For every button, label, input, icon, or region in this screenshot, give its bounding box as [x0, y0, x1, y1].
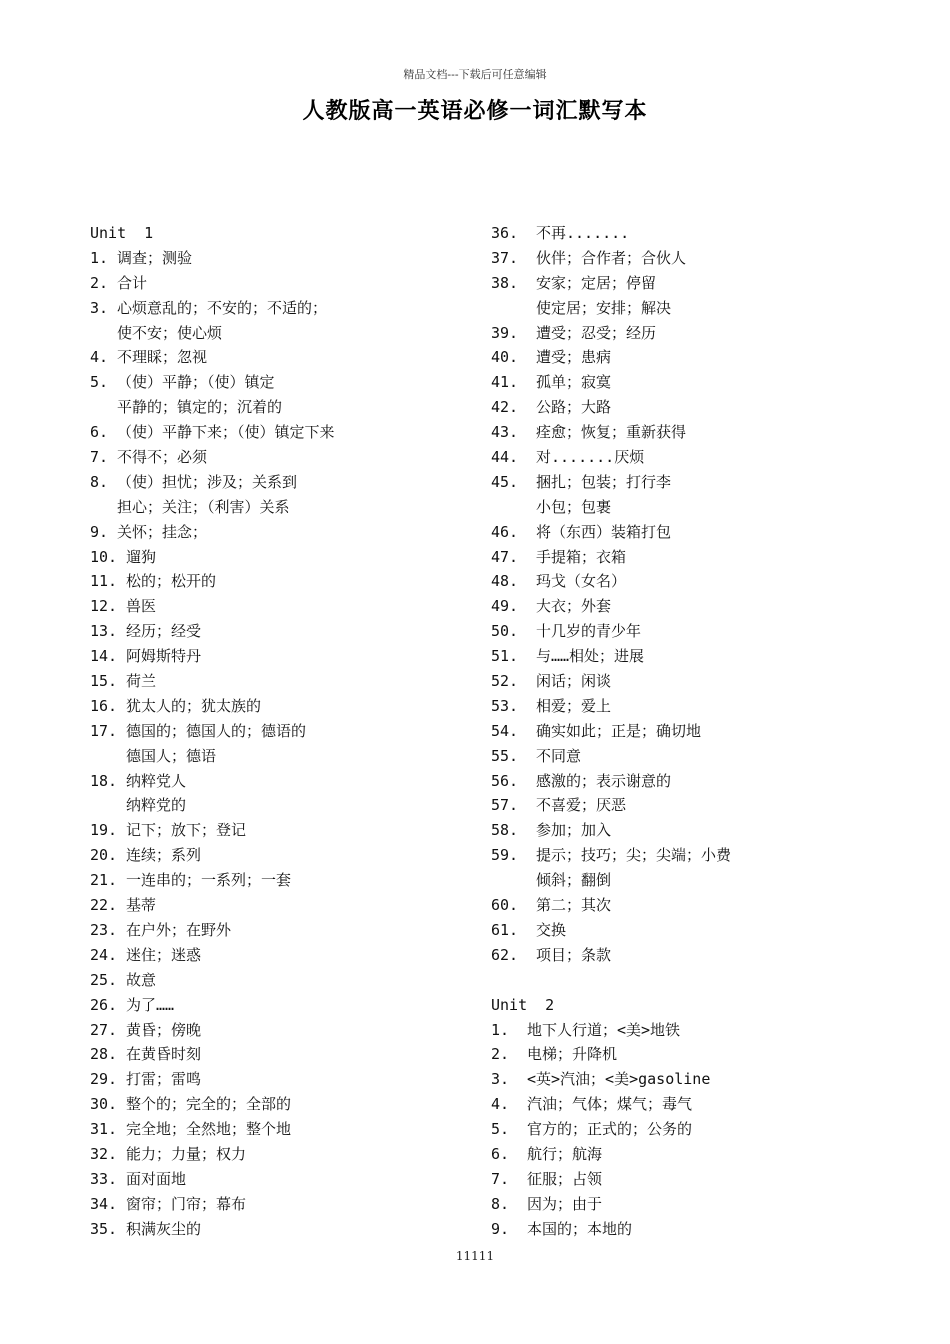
- item-number: 9.: [90, 522, 109, 541]
- vocab-item: [491, 669, 911, 694]
- vocab-item: [90, 918, 480, 943]
- item-meaning: 公路；大路: [536, 398, 612, 417]
- item-number: 11.: [90, 572, 118, 591]
- item-number: 42.: [491, 398, 519, 417]
- item-number: 1.: [90, 248, 109, 267]
- vocab-item: [90, 246, 480, 271]
- vocab-item: [491, 545, 911, 570]
- item-number: 56.: [491, 771, 519, 790]
- vocab-item: [90, 1142, 480, 1167]
- vocab-item: [491, 594, 911, 619]
- item-meaning: 使不安；使心烦: [117, 323, 223, 342]
- item-meaning: 为了……: [126, 995, 175, 1014]
- item-number: 48.: [491, 572, 519, 591]
- item-meaning: 相爱；爱上: [536, 696, 612, 715]
- item-meaning: 大衣；外套: [536, 597, 612, 616]
- item-number: 60.: [491, 896, 519, 915]
- item-number: 2.: [90, 273, 109, 292]
- item-meaning: 担心；关注；（利害）关系: [117, 497, 290, 516]
- vocab-item: [491, 296, 911, 321]
- item-number: 61.: [491, 920, 519, 939]
- vocab-item: [90, 868, 480, 893]
- item-number: 47.: [491, 547, 519, 566]
- item-meaning: （使）平静；（使）镇定: [117, 373, 275, 392]
- vocab-item: [90, 793, 480, 818]
- unit-label: Unit 1: [90, 224, 154, 242]
- item-meaning: 荷兰: [126, 672, 157, 691]
- item-meaning: （使）担忧；涉及；关系到: [117, 472, 298, 491]
- item-meaning: 在黄昏时刻: [126, 1045, 202, 1064]
- item-meaning: 合计: [117, 273, 148, 292]
- item-number: 26.: [90, 995, 118, 1014]
- item-number: 6.: [491, 1144, 510, 1163]
- vocab-item: [90, 943, 480, 968]
- item-number: 34.: [90, 1194, 118, 1213]
- item-meaning: 遭受；忍受；经历: [536, 323, 657, 342]
- item-number: 57.: [491, 796, 519, 815]
- vocab-item: [491, 370, 911, 395]
- item-meaning: 经历；经受: [126, 622, 202, 641]
- vocab-item: [491, 619, 911, 644]
- vocab-item: [90, 769, 480, 794]
- item-meaning: 交换: [536, 920, 567, 939]
- item-number: 51.: [491, 647, 519, 666]
- vocab-item: [491, 569, 911, 594]
- item-number: 5.: [90, 373, 109, 392]
- vocab-item: [90, 594, 480, 619]
- vocab-item: [90, 296, 480, 321]
- item-number: 45.: [491, 472, 519, 491]
- vocab-item: [491, 321, 911, 346]
- item-number: 20.: [90, 846, 118, 865]
- item-number: 4.: [90, 348, 109, 367]
- item-meaning: 松的；松开的: [126, 572, 217, 591]
- item-number: 35.: [90, 1219, 118, 1238]
- vocab-item: [491, 868, 911, 893]
- item-number: 5.: [491, 1120, 510, 1139]
- item-number: 24.: [90, 945, 118, 964]
- item-number: 8.: [90, 472, 109, 491]
- vocab-item: [90, 420, 480, 445]
- item-number: 13.: [90, 622, 118, 641]
- item-number: 62.: [491, 945, 519, 964]
- item-meaning: 闲话；闲谈: [536, 672, 612, 691]
- item-number: 27.: [90, 1020, 118, 1039]
- item-meaning: 积满灰尘的: [126, 1219, 202, 1238]
- item-number: 52.: [491, 672, 519, 691]
- item-number: 37.: [491, 248, 519, 267]
- page-footer: 11111: [455, 1249, 495, 1263]
- vocab-item: [491, 495, 911, 520]
- vocab-item: [491, 395, 911, 420]
- vocab-item: [491, 1192, 911, 1217]
- vocab-item: [90, 470, 480, 495]
- item-meaning: 参加；加入: [536, 821, 612, 840]
- item-meaning: 与……相处；进展: [536, 647, 645, 666]
- vocab-item: [90, 719, 480, 744]
- vocab-item: [90, 495, 480, 520]
- vocab-item: [491, 1092, 911, 1117]
- vocab-item: [491, 271, 911, 296]
- item-number: 15.: [90, 672, 118, 691]
- item-number: 22.: [90, 896, 118, 915]
- vocab-item: [90, 1042, 480, 1067]
- item-number: 33.: [90, 1169, 118, 1188]
- vocab-item: [90, 619, 480, 644]
- vocab-item: [491, 893, 911, 918]
- item-meaning: 阿姆斯特丹: [126, 647, 202, 666]
- item-meaning: 记下；放下；登记: [126, 821, 247, 840]
- vocab-item: [90, 893, 480, 918]
- vocab-item: [491, 818, 911, 843]
- vocab-item: [90, 345, 480, 370]
- item-meaning: 不喜爱；厌恶: [536, 796, 627, 815]
- item-number: 59.: [491, 846, 519, 865]
- item-number: 7.: [90, 448, 109, 467]
- vocab-item: [90, 569, 480, 594]
- item-meaning: 官方的；正式的；公务的: [527, 1120, 693, 1139]
- item-meaning: 整个的；完全的；全部的: [126, 1095, 292, 1114]
- item-meaning: 一连串的；一系列；一套: [126, 871, 292, 890]
- item-number: 43.: [491, 423, 519, 442]
- item-meaning: 完全地；全然地；整个地: [126, 1120, 292, 1139]
- item-meaning: 关怀；挂念；: [117, 522, 208, 541]
- item-meaning: 心烦意乱的；不安的；不适的；: [117, 298, 328, 317]
- vocab-item: [90, 271, 480, 296]
- vocab-item: [491, 221, 911, 246]
- vocab-item: [90, 1067, 480, 1092]
- item-meaning: 不得不；必须: [117, 448, 208, 467]
- vocab-item: [90, 1092, 480, 1117]
- item-meaning: 故意: [126, 970, 157, 989]
- item-meaning: 平静的；镇定的；沉着的: [117, 398, 283, 417]
- item-meaning: 德国的；德国人的；德语的: [126, 721, 307, 740]
- vocab-item: [491, 1217, 911, 1242]
- item-meaning: （使）平静下来；（使）镇定下来: [117, 423, 335, 442]
- header-note: 精品文档---下载后可任意编辑: [403, 68, 547, 81]
- item-number: 40.: [491, 348, 519, 367]
- vocab-item: [90, 321, 480, 346]
- vocab-item: [90, 694, 480, 719]
- item-number: 4.: [491, 1095, 510, 1114]
- item-meaning: 将（东西）装箱打包: [536, 522, 672, 541]
- item-meaning: 倾斜；翻倒: [536, 871, 612, 890]
- item-meaning: 捆扎；包装；打行李: [536, 472, 672, 491]
- item-number: 29.: [90, 1070, 118, 1089]
- item-meaning: 连续；系列: [126, 846, 202, 865]
- item-number: 28.: [90, 1045, 118, 1064]
- item-meaning: 面对面地: [126, 1169, 187, 1188]
- item-meaning: 地下人行道；<美>地铁: [527, 1020, 681, 1039]
- vocab-item: [90, 520, 480, 545]
- item-meaning: 德国人；德语: [126, 746, 217, 765]
- item-meaning: 基蒂: [126, 896, 157, 915]
- vocab-item: [491, 470, 911, 495]
- item-meaning: 迷住；迷惑: [126, 945, 202, 964]
- item-number: 36.: [491, 224, 519, 242]
- item-number: 7.: [491, 1169, 510, 1188]
- vocab-column-right: [491, 221, 911, 1242]
- item-number: 58.: [491, 821, 519, 840]
- document-title: 人教版高一英语必修一词汇默写本: [302, 99, 648, 124]
- item-meaning: 打雷；雷鸣: [126, 1070, 202, 1089]
- vocab-item: [491, 345, 911, 370]
- item-meaning: 纳粹党人: [126, 771, 187, 790]
- item-number: 12.: [90, 597, 118, 616]
- vocab-item: [90, 370, 480, 395]
- item-meaning: 玛戈（女名）: [536, 572, 627, 591]
- vocab-item: [491, 520, 911, 545]
- vocab-item: [491, 719, 911, 744]
- item-meaning: 确实如此；正是；确切地: [536, 721, 702, 740]
- item-meaning: 不同意: [536, 746, 582, 765]
- item-number: 23.: [90, 920, 118, 939]
- item-meaning: 痊愈；恢复；重新获得: [536, 423, 687, 442]
- item-meaning: 第二；其次: [536, 896, 612, 915]
- vocab-item: [491, 744, 911, 769]
- vocab-item: [491, 445, 911, 470]
- item-number: 54.: [491, 721, 519, 740]
- item-number: 44.: [491, 448, 519, 467]
- item-number: 3.: [90, 298, 109, 317]
- vocab-item: [90, 818, 480, 843]
- vocab-item: [90, 669, 480, 694]
- item-meaning: 征服；占领: [527, 1169, 603, 1188]
- item-meaning: <英>汽油；<美>gasoline: [527, 1070, 711, 1089]
- item-meaning: 对.......厌烦: [536, 448, 645, 467]
- vocab-item: [90, 968, 480, 993]
- vocab-item: [491, 694, 911, 719]
- item-meaning: 不理睬；忽视: [117, 348, 208, 367]
- item-meaning: 汽油；气体；煤气；毒气: [527, 1095, 693, 1114]
- item-number: 10.: [90, 547, 118, 566]
- item-number: 39.: [491, 323, 519, 342]
- item-meaning: 纳粹党的: [126, 796, 187, 815]
- vocab-item: [90, 1117, 480, 1142]
- vocab-item: [491, 1142, 911, 1167]
- item-meaning: 安家；定居；停留: [536, 273, 657, 292]
- vocab-item: [90, 843, 480, 868]
- item-number: 41.: [491, 373, 519, 392]
- item-meaning: 提示；技巧；尖；尖端；小费: [536, 846, 732, 865]
- vocab-item: [90, 1018, 480, 1043]
- vocab-item: [90, 744, 480, 769]
- vocab-item: [491, 246, 911, 271]
- item-meaning: 项目；条款: [536, 945, 612, 964]
- item-number: 16.: [90, 696, 118, 715]
- vocab-item: [491, 644, 911, 669]
- item-number: 2.: [491, 1045, 510, 1064]
- item-number: 18.: [90, 771, 118, 790]
- item-number: 32.: [90, 1144, 118, 1163]
- item-number: 53.: [491, 696, 519, 715]
- item-meaning: 不再.......: [536, 224, 630, 242]
- item-number: 49.: [491, 597, 519, 616]
- vocab-item: [90, 1192, 480, 1217]
- item-number: 6.: [90, 423, 109, 442]
- item-number: 55.: [491, 746, 519, 765]
- vocab-item: [491, 793, 911, 818]
- item-meaning: 因为；由于: [527, 1194, 603, 1213]
- vocab-item: [491, 1117, 911, 1142]
- item-number: 25.: [90, 970, 118, 989]
- item-number: 1.: [491, 1020, 510, 1039]
- item-meaning: 遭受；患病: [536, 348, 612, 367]
- item-number: 8.: [491, 1194, 510, 1213]
- item-meaning: 伙伴；合作者；合伙人: [536, 248, 687, 267]
- item-meaning: 在户外；在野外: [126, 920, 232, 939]
- vocab-item: [491, 1067, 911, 1092]
- vocab-item: [491, 1042, 911, 1067]
- vocab-item: [90, 1167, 480, 1192]
- vocab-item: [90, 445, 480, 470]
- item-number: 21.: [90, 871, 118, 890]
- vocab-item: [90, 644, 480, 669]
- item-number: 14.: [90, 647, 118, 666]
- unit-heading: [90, 221, 480, 246]
- vocab-column-left: [90, 221, 480, 1242]
- item-meaning: 犹太人的；犹太族的: [126, 696, 262, 715]
- item-number: 3.: [491, 1070, 510, 1089]
- vocab-item: [491, 420, 911, 445]
- item-meaning: 航行；航海: [527, 1144, 603, 1163]
- item-meaning: 孤单；寂寞: [536, 373, 612, 392]
- item-meaning: 调查；测验: [117, 248, 193, 267]
- item-number: 50.: [491, 622, 519, 641]
- blank-line: [491, 968, 911, 993]
- item-meaning: 兽医: [126, 597, 157, 616]
- item-meaning: 感激的；表示谢意的: [536, 771, 672, 790]
- vocab-item: [90, 395, 480, 420]
- item-number: 38.: [491, 273, 519, 292]
- item-number: 19.: [90, 821, 118, 840]
- item-meaning: 十几岁的青少年: [536, 622, 642, 641]
- vocab-item: [90, 1217, 480, 1242]
- item-number: 46.: [491, 522, 519, 541]
- item-number: 31.: [90, 1120, 118, 1139]
- vocab-item: [491, 943, 911, 968]
- vocab-item: [491, 843, 911, 868]
- item-meaning: 窗帘；门帘；幕布: [126, 1194, 247, 1213]
- vocab-item: [90, 993, 480, 1018]
- item-meaning: 黄昏；傍晚: [126, 1020, 202, 1039]
- unit-label: Unit 2: [491, 995, 555, 1014]
- item-meaning: 使定居；安排；解决: [536, 298, 672, 317]
- vocab-item: [491, 1018, 911, 1043]
- item-meaning: 手提箱；衣箱: [536, 547, 627, 566]
- item-number: 30.: [90, 1095, 118, 1114]
- item-meaning: 遛狗: [126, 547, 157, 566]
- vocab-item: [491, 1167, 911, 1192]
- item-meaning: 能力；力量；权力: [126, 1144, 247, 1163]
- item-meaning: 本国的；本地的: [527, 1219, 633, 1238]
- vocab-item: [491, 769, 911, 794]
- vocab-item: [491, 918, 911, 943]
- item-number: 17.: [90, 721, 118, 740]
- item-number: 9.: [491, 1219, 510, 1238]
- vocab-item: [90, 545, 480, 570]
- unit-heading: [491, 993, 911, 1018]
- item-meaning: 小包；包裹: [536, 497, 612, 516]
- item-meaning: 电梯；升降机: [527, 1045, 618, 1064]
